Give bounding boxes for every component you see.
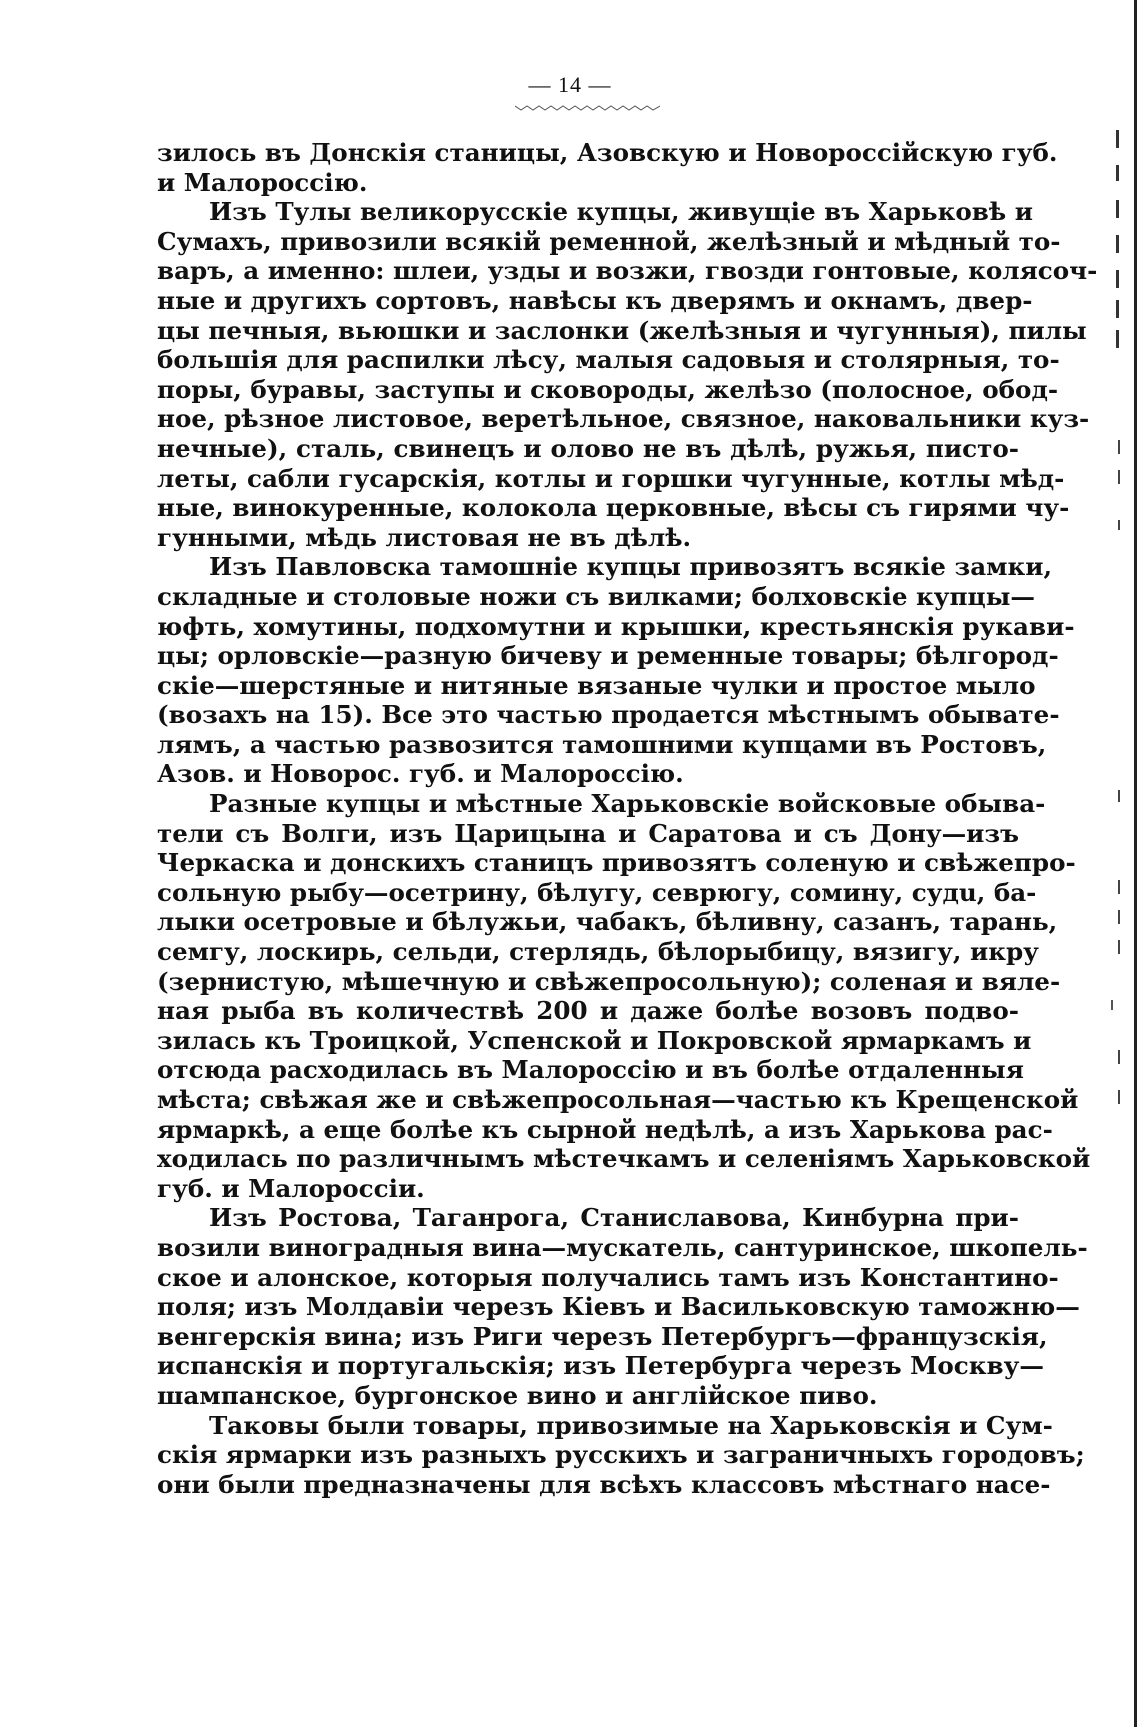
text-line: тели съ Волги, изъ Царицына и Саратова и съ Дону—изъ xyxy=(157,818,1019,848)
text-line: они были предназначены для всѣхъ классовъ мѣстнаго насе- xyxy=(157,1469,1051,1499)
text-line: сольную рыбу—осетрину, бѣлугу, севрюгу, сомину, судu, ба- xyxy=(157,877,1037,907)
text-line: леты, сабли гусарскія, котлы и горшки чугунные, котлы мѣд- xyxy=(157,463,1065,493)
text-line: губ. и Малороссіи. xyxy=(157,1173,425,1203)
text-line: ское и алонское, которыя получались тамъ изъ Константино- xyxy=(157,1262,1059,1292)
text-line: цы; орловскіе—разную бичеву и ременные товары; бѣлгород- xyxy=(157,641,1059,671)
text-line: (зернистую, мѣшечную и свѣжепросольную); соленая и вяле- xyxy=(157,966,1061,996)
page-number: — 14 — xyxy=(528,72,612,97)
text-line: гунными, мѣдь листовая не въ дѣлѣ. xyxy=(157,522,692,552)
text-line: шампанское, бургонское вино и англійское пиво. xyxy=(157,1380,878,1410)
text-line: отсюда расходилась въ Малороссію и въ болѣе отдаленныя xyxy=(157,1055,1024,1085)
text-line: поля; изъ Молдавіи черезъ Кіевъ и Васильковскую таможню— xyxy=(157,1292,1080,1322)
text-line: большія для распилки лѣсу, малыя садовыя и столярныя, то- xyxy=(157,345,1060,375)
text-line: юфть, хомутины, подхомутни и крышки, крестьянскія рукави- xyxy=(157,611,1075,641)
text-line: ходилась по различнымъ мѣстечкамъ и селеніямъ Харьковской xyxy=(157,1144,1091,1174)
text-line: зилась къ Троицкой, Успенской и Покровской ярмаркамъ и xyxy=(157,1025,1032,1055)
text-line: поры, буравы, заступы и сковороды, желѣзо (полосное, обод- xyxy=(157,374,1059,404)
text-line: Изъ Ростова, Таганрога, Станиславова, Кинбурна при- xyxy=(209,1203,1019,1233)
body-text xyxy=(157,138,1098,1499)
text-line: Изъ Тулы великорусскіе купцы, живущіе въ Харьковѣ и xyxy=(209,197,1033,227)
text-line: ные, винокуренные, колокола церковные, вѣсы съ гирями чу- xyxy=(157,493,1070,523)
text-line: Черкаска и донскихъ станицъ привозятъ соленую и свѣжепро- xyxy=(157,848,1076,878)
ornament-rule xyxy=(515,103,660,113)
text-line: ное, рѣзное листовое, веретѣльное, связное, наковальники куз- xyxy=(157,404,1090,434)
text-line: Азов. и Новорос. губ. и Малороссію. xyxy=(157,759,684,789)
text-line: Таковы были товары, привозимые на Харьковскія и Сум- xyxy=(209,1410,1053,1440)
text-line: Изъ Павловска тамошніе купцы привозятъ всякіе замки, xyxy=(209,552,1053,582)
text-line: возили виноградныя вина—мускатель, сантуринское, шкопель- xyxy=(157,1232,1088,1262)
text-line: и Малороссію. xyxy=(157,167,368,197)
binding-edge xyxy=(1106,0,1140,1727)
text-line: ная рыба въ количествѣ 200 и даже болѣе возовъ подво- xyxy=(157,996,1019,1026)
text-line: скіе—шерстяные и нитяные вязаные чулки и простое мыло xyxy=(157,670,1036,700)
text-line: семгу, лоскирь, сельди, стерлядь, бѣлорыбицу, вязигу, икру xyxy=(157,937,1039,967)
text-line: мѣста; свѣжая же и свѣжепросольная—частью къ Крещенской xyxy=(157,1085,1079,1114)
text-line: Сумахъ, привозили всякій ременной, желѣзный и мѣдный то- xyxy=(157,226,1061,256)
text-line: ярмаркѣ, а еще болѣе къ сырной недѣлѣ, а изъ Харькова рас- xyxy=(157,1114,1053,1144)
text-line: лыки осетровые и бѣлужьи, чабакъ, бѣливну, сазанъ, тарань, xyxy=(157,907,1058,937)
text-line: (возахъ на 15). Все это частью продается мѣстнымъ обывате- xyxy=(157,700,1060,730)
text-line: скія ярмарки изъ разныхъ русскихъ и заграничныхъ городовъ; xyxy=(157,1440,1085,1470)
text-line: зилось въ Донскія станицы, Азовскую и Новороссійскую губ. xyxy=(157,138,1058,167)
text-line: лямъ, а частью развозится тамошними купцами въ Ростовъ, xyxy=(157,729,1047,759)
text-line: цы печныя, вьюшки и заслонки (желѣзныя и чугунныя), пилы xyxy=(157,315,1087,345)
text-line: ные и другихъ сортовъ, навѣсы къ дверямъ и окнамъ, двер- xyxy=(157,285,1033,315)
text-line: складные и столовые ножи съ вилками; болховскіе купцы— xyxy=(157,581,1035,611)
text-line: нечные), сталь, свинецъ и олово не въ дѣлѣ, ружья, писто- xyxy=(157,433,1019,463)
text-line: варъ, а именно: шлеи, узды и возжи, гвозди гонтовые, колясоч- xyxy=(157,256,1098,286)
text-line: венгерскія вина; изъ Риги черезъ Петербургъ—французскія, xyxy=(157,1321,1048,1351)
text-line: Разные купцы и мѣстные Харьковскіе войсковые обыва- xyxy=(209,789,1046,819)
text-line: испанскія и португальскія; изъ Петербурга черезъ Москву— xyxy=(157,1351,1044,1381)
